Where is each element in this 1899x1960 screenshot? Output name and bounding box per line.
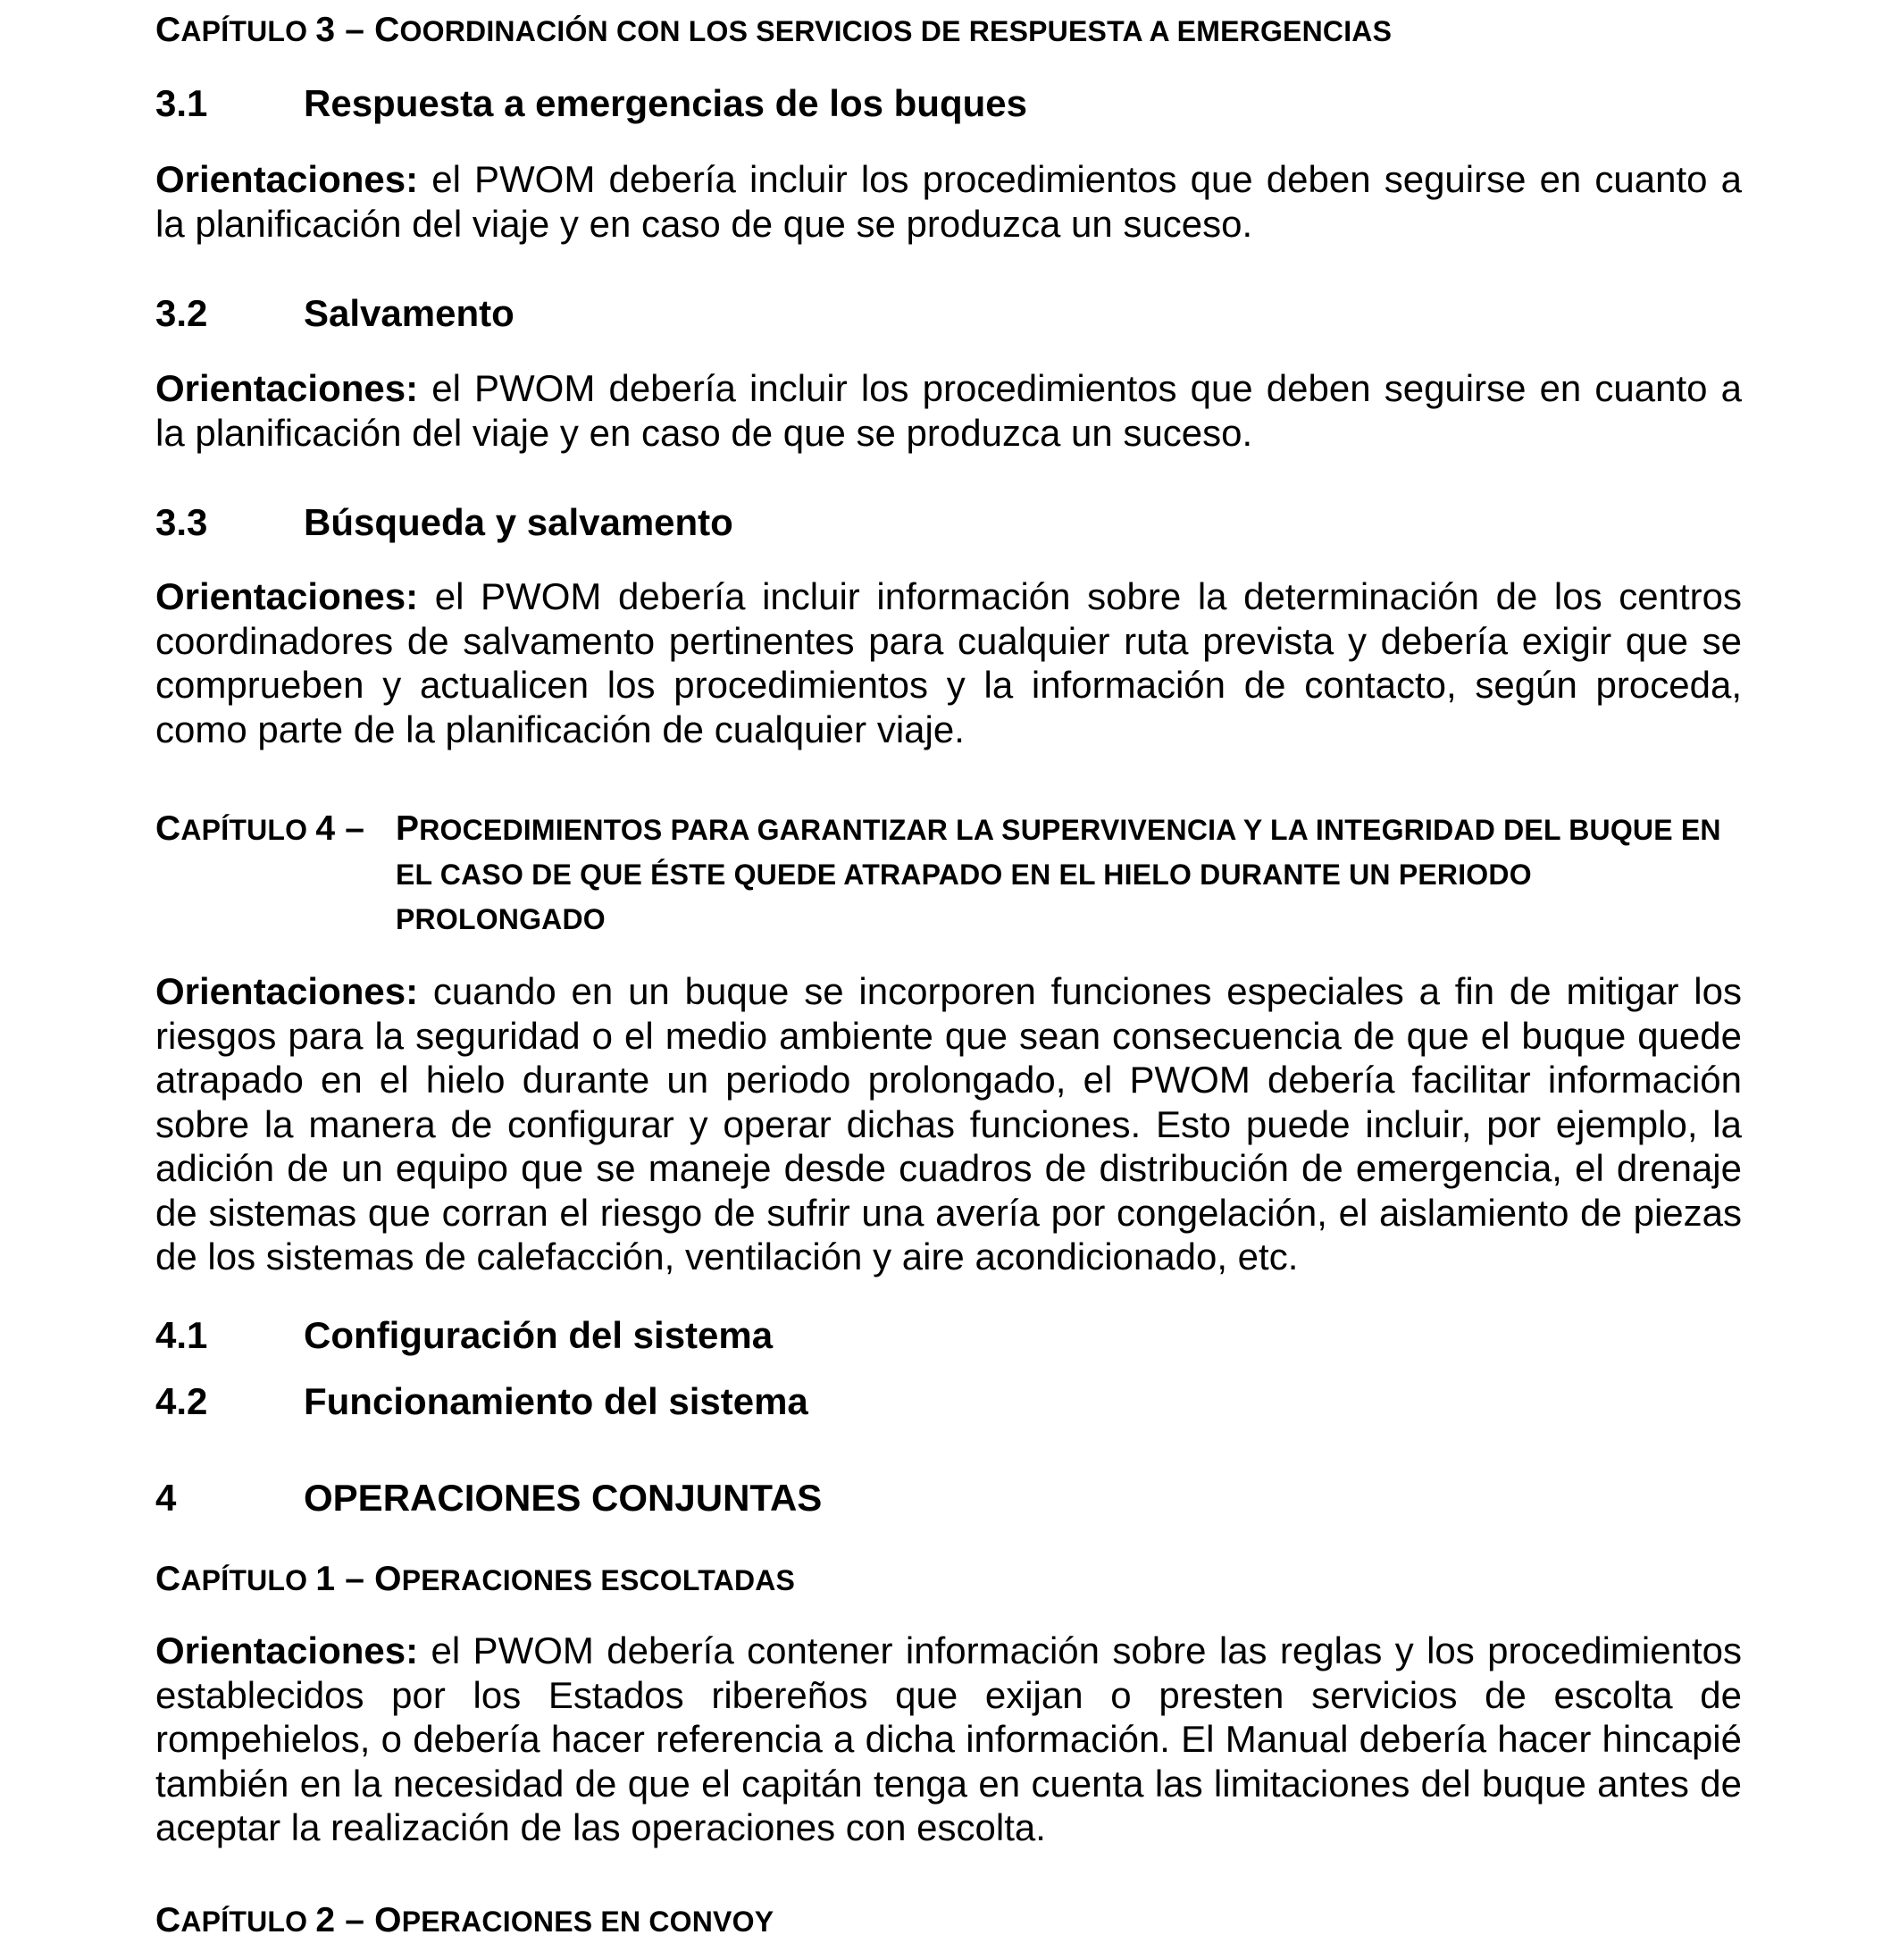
- chapter-dash: –: [335, 1560, 375, 1598]
- chapter-dash: –: [335, 1901, 375, 1939]
- chapter-1-paragraph: [155, 1629, 1742, 1850]
- chapter-number: 2: [315, 1901, 336, 1939]
- paragraph-text: cuando en un buque se incorporen funciones especiales a fin de mitigar los riesgos para la seguridad o el medio ambiente que sean consecuencia de que el buque quede atrapado en el hielo durante un periodo prolongado, el PWOM debería facilitar información sobre la manera de configurar y operar dichas funciones. Esto puede incluir, por ejemplo, la adición de un equipo que se maneje desde cuadros de distribución de emergencia, el drenaje de sistemas que corran el riesgo de sufrir una avería por congelación, el aislamiento de piezas de los sistemas de calefacción, ventilación y aire acondicionado, etc.: [155, 970, 1742, 1277]
- chapter-1-heading: [155, 1557, 795, 1603]
- chapter-4-paragraph: [155, 969, 1742, 1279]
- paragraph-lead: Orientaciones:: [155, 158, 419, 200]
- section-number: 3.2: [155, 292, 208, 334]
- paragraph-lead: Orientaciones:: [155, 1629, 419, 1671]
- section-number: 4: [155, 1477, 177, 1519]
- chapter-title-initial: O: [374, 1901, 402, 1939]
- chapter-label-initial: C: [155, 1560, 181, 1598]
- section-number: 3.1: [155, 82, 208, 124]
- section-title: Búsqueda y salvamento: [304, 501, 733, 543]
- chapter-dash: –: [335, 11, 375, 49]
- chapter-title-initial: P: [396, 809, 420, 848]
- chapter-label-rest: APÍTULO: [180, 15, 316, 47]
- chapter-dash: –: [335, 809, 365, 848]
- chapter-label-initial: C: [155, 11, 181, 49]
- chapter-number: 4: [315, 809, 336, 848]
- paragraph-text: el PWOM debería incluir los procedimientos que deben seguirse en cuanto a la planificación del viaje y en caso de que se produzca un suceso.: [155, 367, 1742, 454]
- chapter-title-rest: PERACIONES ESCOLTADAS: [401, 1564, 796, 1596]
- section-3-1-heading: [155, 81, 1027, 126]
- paragraph-text: el PWOM debería contener información sobre las reglas y los procedimientos establecidos por los Estados ribereños que exijan o presten servicios de escolta de rompehielos, o debería hacer referencia a dicha información. El Manual debería hacer hincapié también en la necesidad de que el capitán tenga en cuenta las limitaciones del buque antes de aceptar la realización de las operaciones con escolta.: [155, 1629, 1742, 1848]
- section-number: 4.2: [155, 1380, 208, 1422]
- section-title: Configuración del sistema: [304, 1314, 774, 1356]
- paragraph-text: el PWOM debería incluir los procedimientos que deben seguirse en cuanto a la planificación del viaje y en caso de que se produzca un suceso.: [155, 158, 1742, 245]
- paragraph-lead: Orientaciones:: [155, 367, 419, 409]
- paragraph-lead: Orientaciones:: [155, 970, 419, 1012]
- chapter-label-rest: APÍTULO: [180, 814, 316, 846]
- section-number: 4.1: [155, 1314, 208, 1356]
- chapter-label-rest: APÍTULO: [180, 1564, 316, 1596]
- chapter-title-rest: OORDINACIÓN CON LOS SERVICIOS DE RESPUESTA A EMERGENCIAS: [399, 15, 1393, 47]
- section-3-1-paragraph: [155, 157, 1742, 246]
- section-number: 3.3: [155, 501, 208, 543]
- chapter-label-initial: C: [155, 809, 181, 848]
- section-title: Respuesta a emergencias de los buques: [304, 82, 1027, 124]
- chapter-title-rest: PERACIONES EN CONVOY: [401, 1906, 774, 1938]
- section-title: Salvamento: [304, 292, 514, 334]
- section-4-2-heading: [155, 1379, 808, 1424]
- chapter-number: 3: [315, 11, 336, 49]
- section-title: OPERACIONES CONJUNTAS: [304, 1477, 823, 1519]
- chapter-label-rest: APÍTULO: [180, 1906, 316, 1938]
- section-3-2-paragraph: [155, 366, 1742, 455]
- section-4-1-heading: [155, 1313, 773, 1358]
- section-3-3-heading: [155, 500, 733, 545]
- chapter-title: [396, 807, 1742, 942]
- part-4-heading: [155, 1476, 822, 1520]
- chapter-title-initial: O: [374, 1560, 402, 1598]
- chapter-label-initial: C: [155, 1901, 181, 1939]
- section-3-2-heading: [155, 291, 514, 336]
- chapter-title-initial: C: [374, 11, 400, 49]
- section-title: Funcionamiento del sistema: [304, 1380, 808, 1422]
- chapter-number: 1: [315, 1560, 336, 1598]
- chapter-4-heading: [155, 807, 1742, 942]
- chapter-title-rest: ROCEDIMIENTOS PARA GARANTIZAR LA SUPERVIVENCIA Y LA INTEGRIDAD DEL BUQUE EN EL CASO DE QUE ÉSTE QUEDE ATRAPADO EN EL HIELO DURANTE UN PERIODO PROLONGADO: [396, 814, 1721, 935]
- chapter-label: [155, 807, 396, 942]
- paragraph-text: el PWOM debería incluir información sobre la determinación de los centros coordinadores de salvamento pertinentes para cualquier ruta prevista y debería exigir que se comprueben y actualicen los procedimientos y la información de contacto, según proceda, como parte de la planificación de cualquier viaje.: [155, 575, 1742, 750]
- chapter-2-heading: [155, 1898, 774, 1944]
- paragraph-lead: Orientaciones:: [155, 575, 419, 617]
- chapter-3-heading: [155, 8, 1392, 54]
- section-3-3-paragraph: [155, 574, 1742, 751]
